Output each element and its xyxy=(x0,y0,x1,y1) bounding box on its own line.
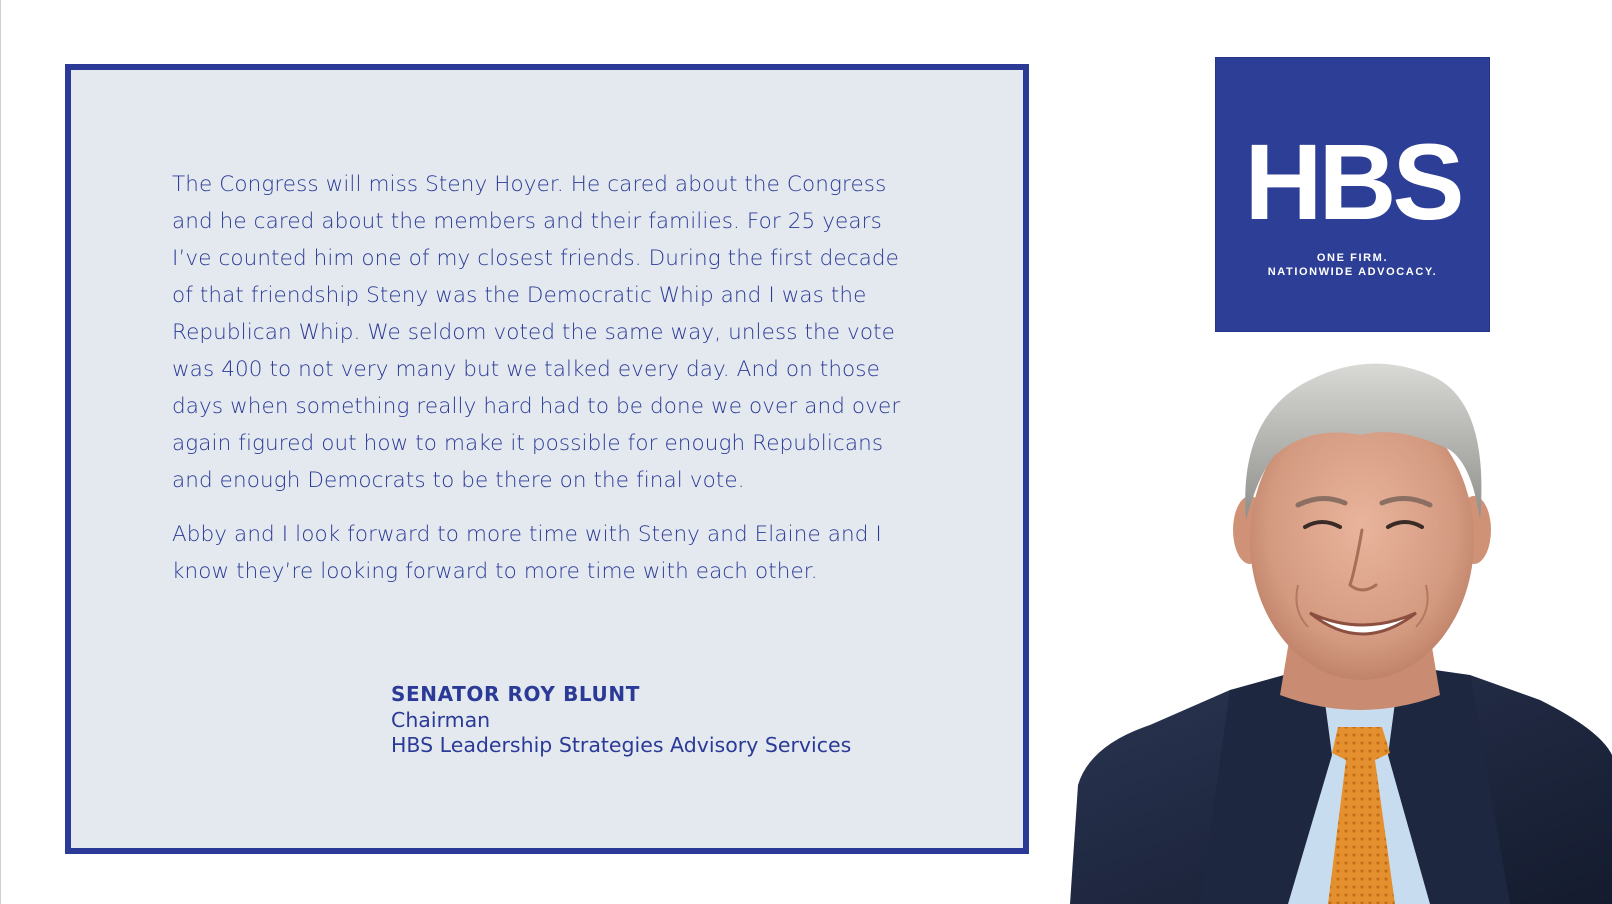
signature-title: Chairman xyxy=(391,708,491,732)
portrait-photo xyxy=(1070,355,1612,904)
page-edge-line xyxy=(0,0,1,904)
signature-organization: HBS Leadership Strategies Advisory Services xyxy=(391,733,852,757)
logo-tagline-line2: NATIONWIDE ADVOCACY. xyxy=(1267,266,1438,278)
quote-paragraph: The Congress will miss Steny Hoyer. He cared about the Congress and he cared about the members and their families. For 25 years I’ve counted him one of my closest friends. During the first decade of that friendship Steny was the Democratic Whip and I was the Republican Whip. We seldom voted the same way, unless the vote was 400 to not very many but we talked every day. And on those days when something really hard had to be done we over and over again figured out how to make it possible for enough Republicans and enough Democrats to be there on the final vote. xyxy=(172,172,901,493)
logo-letters: HBS xyxy=(1244,121,1461,242)
logo-tagline xyxy=(1216,251,1489,279)
signature-block xyxy=(391,680,851,758)
signature-name: SENATOR ROY BLUNT xyxy=(391,682,640,706)
quote-paragraph: Abby and I look forward to more time with Steny and Elaine and I know they’re looking forward to more time with each other. xyxy=(172,522,882,584)
quote-card xyxy=(65,64,1029,854)
hbs-logo xyxy=(1215,57,1490,332)
logo-tagline-line1: ONE FIRM. xyxy=(1316,252,1389,264)
quote-body xyxy=(172,166,912,607)
